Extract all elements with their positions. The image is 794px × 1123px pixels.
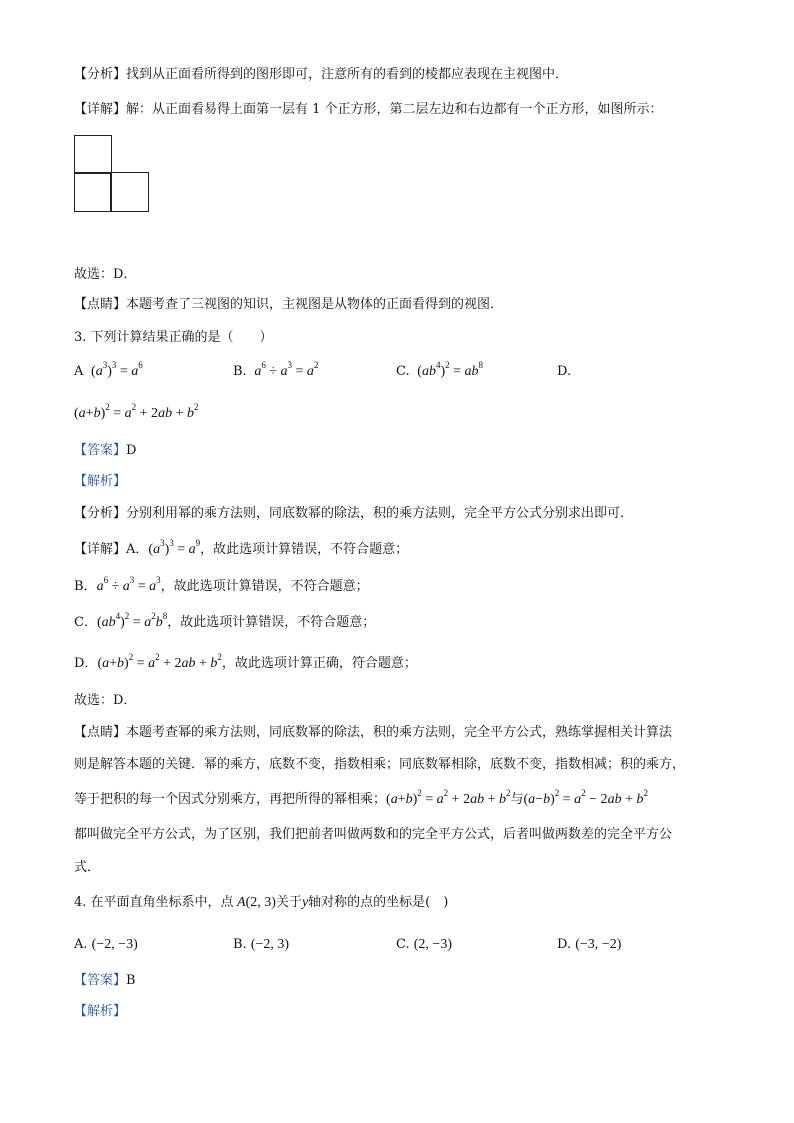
- q3-option-a-formula: $(a^3)^3 = a^6$: [87, 360, 143, 379]
- q3-detail-d-text: ，故此选项计算正确，符合题意；: [221, 656, 417, 671]
- q2-comment-text: 本题考查了三视图的知识，主视图是从物体的正面看得到的视图．: [126, 297, 504, 312]
- q3-detail-d: [74, 652, 417, 673]
- q3-comment-text-3b: 与: [510, 792, 524, 807]
- q3-analysis-text: 分别利用幂的乘方法则，同底数幂的除法，积的乘方法则，完全平方公式分别求出即可．: [126, 506, 634, 521]
- q4-option-a-value: (−2, −3): [91, 937, 138, 952]
- q3-detail-c-formula: $(ab^4)^2 = a^2b^8$: [96, 611, 168, 630]
- q3-explain-line: [74, 473, 126, 491]
- q4-answer-line: [74, 972, 136, 990]
- analysis-tag: 【分析】: [74, 506, 127, 521]
- q2-choose: 故选：D．: [74, 267, 137, 282]
- q3-answer: D: [126, 443, 137, 458]
- q2-analysis-text: 找到从正面看所得到的图形即可，注意所有的看到的棱都应表现在主视图中．: [126, 67, 569, 82]
- q3-comment-text-3a: 等于把积的每一个因式分别乘方，再把所得的幂相乘；: [74, 792, 387, 807]
- answer-tag: 【答案】: [74, 443, 127, 458]
- q3-comment-line-2: 则是解答本题的关键．幂的乘方，底数不变，指数相乘；同底数幂相除，底数不变，指数相减；积的乘方，: [74, 757, 686, 772]
- q3-detail-b-formula: $a^6 \div a^3 = a^3$: [96, 575, 161, 594]
- q3-answer-line: [74, 442, 136, 460]
- q4-option-d-value: (−3, −2): [575, 937, 622, 952]
- q3-stem: 3. 下列计算结果正确的是（ ）: [74, 330, 273, 345]
- q4-option-c-value: (2, −3): [413, 937, 452, 952]
- comment-tag: 【点睛】: [74, 725, 127, 740]
- q3-detail-a-prefix: A．: [126, 542, 149, 557]
- q4-option-b-value: (−2, 3): [250, 937, 290, 952]
- q3-option-b-label: B.: [233, 364, 247, 379]
- q3-comment-line-4: 都叫做完全平方公式，为了区别，我们把前者叫做两数和的完全平方公式，后者叫做两数差的完全平方公: [74, 827, 673, 842]
- q3-option-d-formula: $(a+b)^2 = a^2 + 2ab + b^2$: [74, 402, 199, 421]
- q3-comment-line-1: [74, 724, 672, 742]
- q2-detail-text: 解：从正面看易得上面第一层有 1 个正方形，第二层左边和右边都有一个正方形，如图所示：: [126, 102, 663, 117]
- q3-detail-a-formula: $(a^3)^3 = a^9$: [148, 538, 201, 557]
- q3-detail-a-text: ，故此选项计算错误，不符合题意；: [200, 542, 409, 557]
- q3-comment-line-5: 式．: [74, 860, 101, 875]
- q3-detail-a: [74, 538, 409, 559]
- q3-detail-b-prefix: B．: [74, 579, 97, 594]
- comment-tag: 【点睛】: [74, 297, 127, 312]
- q3-analysis-line: [74, 505, 633, 523]
- analysis-tag: 【分析】: [74, 67, 127, 82]
- detail-tag: 【详解】: [74, 542, 127, 557]
- q3-detail-b-text: ，故此选项计算错误，不符合题意；: [160, 579, 369, 594]
- q4-stem-a: 4. 在平面直角坐标系中，点: [74, 895, 234, 910]
- q4-axis-y: y: [301, 895, 309, 910]
- q3-option-d: [557, 363, 571, 381]
- q4-option-d: [557, 936, 621, 954]
- q3-option-d-label: D.: [557, 364, 572, 379]
- q3-comment-text-1: 本题考查幂的乘方法则，同底数幂的除法，积的乘方法则，完全平方公式，熟练掌握相关计算法: [126, 725, 673, 740]
- q4-option-a: [74, 936, 138, 954]
- q3-option-c-label: C.: [396, 364, 410, 379]
- q3-choose: 故选：D．: [74, 693, 137, 708]
- explain-tag: 【解析】: [74, 474, 127, 489]
- q2-comment-line: [74, 296, 503, 314]
- q4-option-d-label: D.: [557, 937, 572, 952]
- q4-stem-b: 关于: [275, 895, 302, 910]
- q4-answer: B: [126, 973, 136, 988]
- q4-point-a: A(2, 3): [237, 895, 276, 910]
- figure-square-top: [74, 135, 112, 174]
- q3-detail-b: [74, 575, 369, 596]
- q3-option-c-formula: $(ab^4)^2 = ab^8$: [413, 360, 484, 379]
- detail-tag: 【详解】: [74, 102, 127, 117]
- q3-detail-d-prefix: D．: [74, 656, 98, 671]
- figure-square-bottom-right: [110, 172, 149, 212]
- q3-comment-formula-sum: $(a+b)^2 = a^2 + 2ab + b^2$: [386, 788, 511, 807]
- q3-option-a-label: A: [74, 364, 84, 379]
- q4-explain-line: [74, 1003, 126, 1021]
- q4-option-a-label: A.: [74, 937, 88, 952]
- q3-detail-d-formula: $(a+b)^2 = a^2 + 2ab + b^2$: [97, 652, 222, 671]
- answer-tag: 【答案】: [74, 973, 127, 988]
- q3-comment-formula-diff: $(a-b)^2 = a^2 - 2ab + b^2$: [523, 788, 648, 807]
- q3-detail-c-prefix: C．: [74, 615, 97, 630]
- q4-option-b-label: B.: [233, 937, 247, 952]
- q4-option-c: [396, 936, 452, 954]
- q3-option-c: [396, 360, 484, 381]
- q2-analysis-line: [74, 66, 568, 84]
- q3-detail-c: [74, 611, 376, 632]
- q3-option-a: [74, 360, 143, 381]
- figure-square-bottom-left: [74, 172, 112, 212]
- q3-detail-c-text: ，故此选项计算错误，不符合题意；: [167, 615, 376, 630]
- q4-option-c-label: C.: [396, 937, 410, 952]
- q3-comment-line-3: [74, 788, 648, 809]
- q2-detail-line: [74, 101, 663, 119]
- explain-tag: 【解析】: [74, 1004, 127, 1019]
- q3-option-b: [233, 360, 319, 381]
- q3-option-b-formula: $a^6 \div a^3 = a^2$: [254, 360, 319, 379]
- q4-stem-c: 轴对称的点的坐标是( ): [308, 895, 449, 910]
- q4-stem: [74, 894, 448, 912]
- q4-option-b: [233, 936, 289, 954]
